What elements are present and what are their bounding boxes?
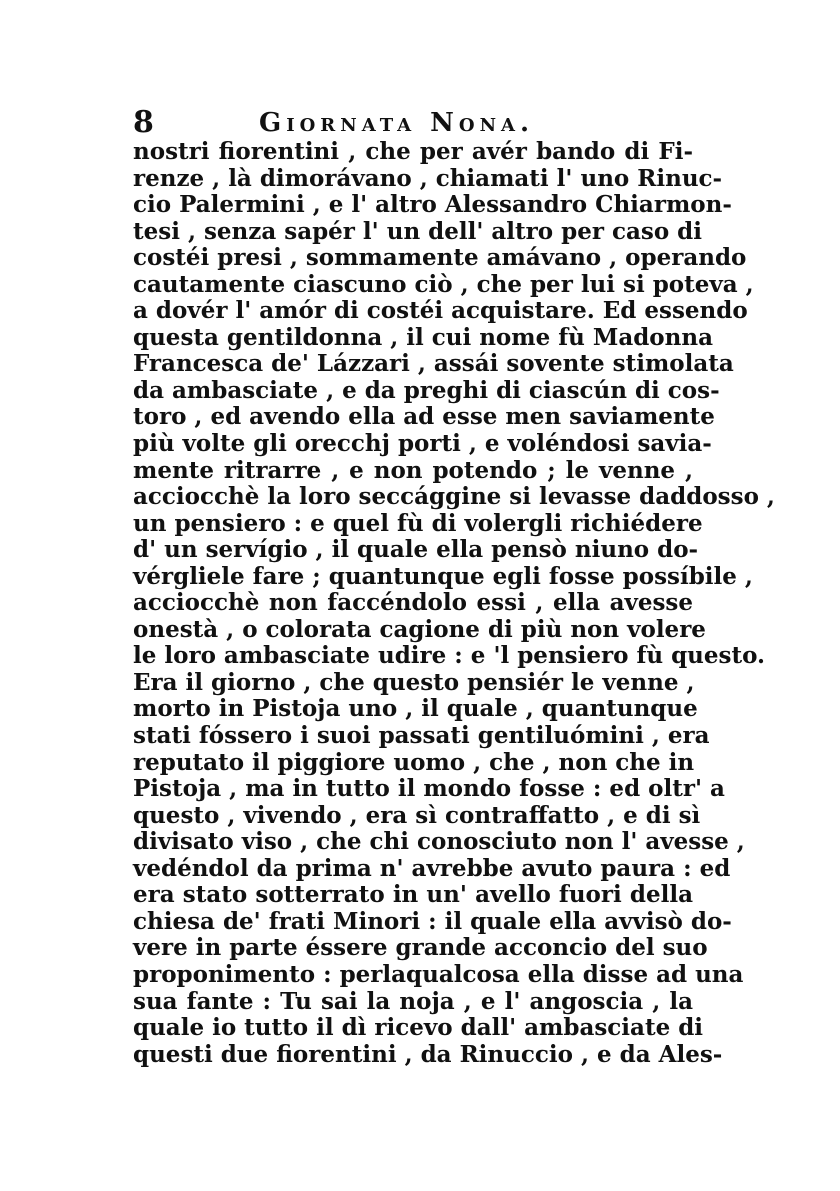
text-line: questi due fiorentini , da Rinuccio , e da Ales- [133,1040,723,1068]
text-line: mente ritrarre , e non potendo ; le venne , [133,456,693,484]
running-head: Giornata Nona. [259,108,535,138]
text-line: tesi , senza sapér l' un dell' altro per caso di [133,217,703,245]
text-line: proponimento : perlaqualcosa ella disse ad una [133,960,744,988]
text-line: Era il giorno , che questo pensiér le venne , [133,668,695,696]
text-line: Pistoja , ma in tutto il mondo fosse : ed oltr' a [133,775,725,803]
text-line: quale io tutto il dì ricevo dall' ambasciate di [133,1014,704,1042]
text-line: divisato viso , che chi conosciuto non l' avesse , [133,828,745,856]
text-line: cautamente ciascuno ciò , che per lui si poteva , [133,270,754,298]
text-line: onestà , o colorata cagione di più non volere [133,615,706,643]
text-line: più volte gli orecchj porti , e voléndosi savia- [133,430,712,458]
page-header [133,103,693,143]
text-line: questa gentildonna , il cui nome fù Madonna [133,323,713,351]
body-text [133,138,775,1068]
text-line: reputato il piggiore uomo , che , non che in [133,748,695,776]
page-number: 8 [133,105,154,140]
text-line: vere in parte éssere grande acconcio del suo [133,934,708,962]
text-line: d' un servígio , il quale ella pensò niuno do- [133,536,699,564]
text-line: costéi presi , sommamente amávano , operando [133,244,747,272]
text-line: stati fóssero i suoi passati gentiluómini , era [133,722,710,750]
text-line: nostri fiorentini , che per avér bando di Fi- [133,138,693,165]
text-line: da ambasciate , e da preghi di ciascún di cos- [133,376,720,404]
text-line: vedéndol da prima n' avrebbe avuto paura : ed [133,854,731,882]
text-line: era stato sotterrato in un' avello fuori della [133,881,693,909]
text-line: acciocchè la loro seccággine si levasse daddosso , [133,483,775,511]
text-line: questo , vivendo , era sì contraffatto , e di sì [133,801,701,829]
text-line: vérgliele fare ; quantunque egli fosse possíbile , [133,562,753,590]
text-line: acciocchè non faccéndolo essi , ella avesse [133,589,693,617]
text-line: a dovér l' amór di costéi acquistare. Ed essendo [133,297,748,325]
text-line: sua fante : Tu sai la noja , e l' angoscia , la [133,987,693,1015]
text-line: un pensiero : e quel fù di volergli richiédere [133,509,703,537]
text-line: renze , là dimorávano , chiamati l' uno Rinuc- [133,164,723,192]
text-line: toro , ed avendo ella ad esse men saviamente [133,403,715,431]
text-line: morto in Pistoja uno , il quale , quantunque [133,695,698,723]
text-line: le loro ambasciate udire : e 'l pensiero fù questo. [133,642,766,670]
text-line: chiesa de' frati Minori : il quale ella avvisò do- [133,907,732,935]
text-line: Francesca de' Lázzari , assái sovente stimolata [133,350,734,378]
text-line: cio Palermini , e l' altro Alessandro Chiarmon- [133,191,732,219]
